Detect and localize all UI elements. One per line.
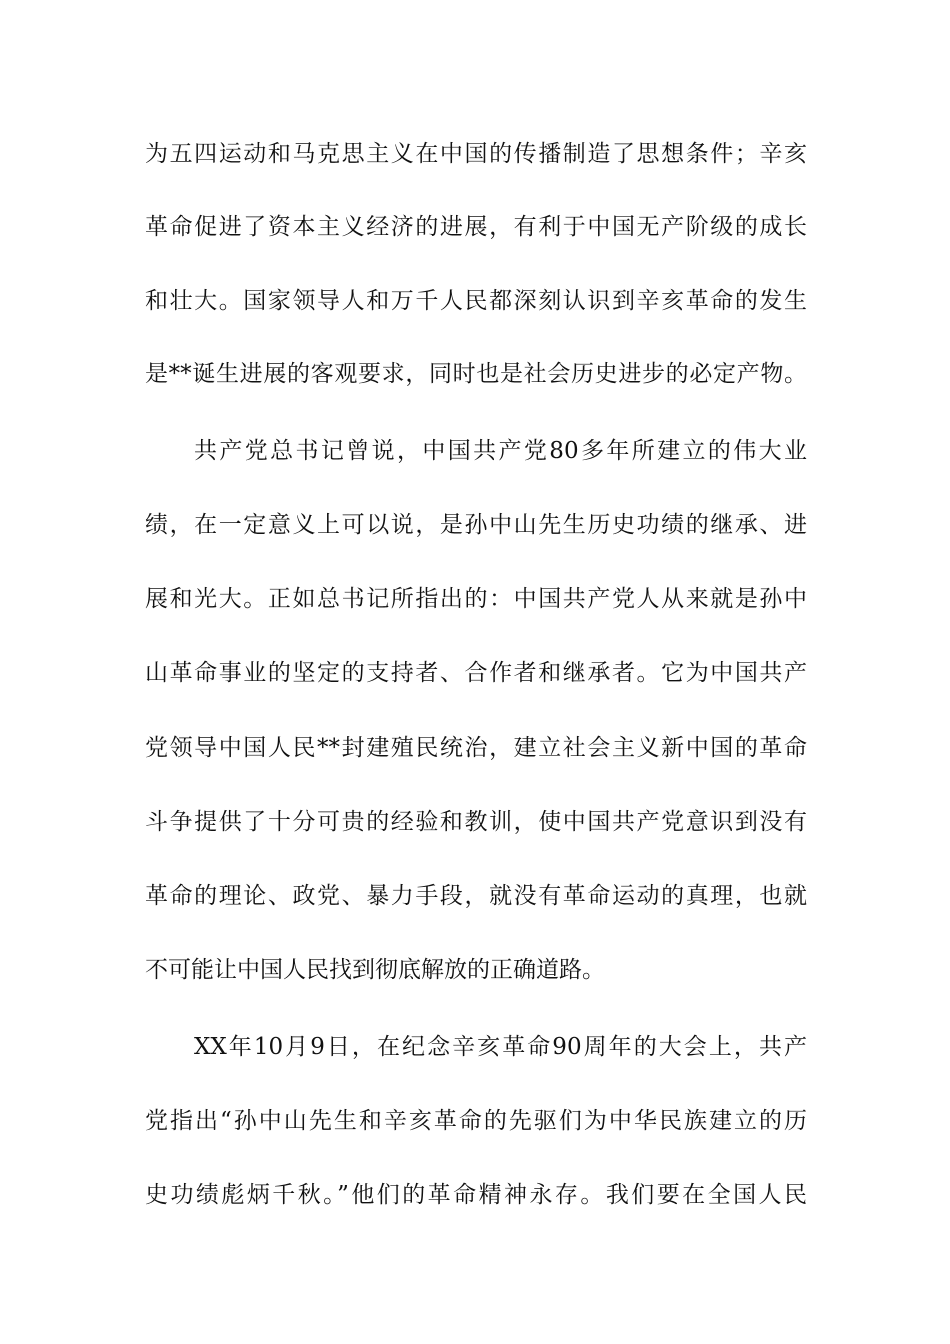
text-line-15: 史功绩彪炳千秋。”他们的革命精神永存。我们要在全国人民 <box>145 1182 807 1208</box>
text-line-13: XX年10月9日，在纪念辛亥革命90周年的大会上，共产 <box>194 1034 807 1060</box>
text-line-10: 斗争提供了十分可贵的经验和教训，使中国共产党意识到没有 <box>145 809 807 835</box>
text-line-7: 展和光大。正如总书记所指出的：中国共产党人从来就是孙中 <box>145 586 807 612</box>
text-line-4: 是**诞生进展的客观要求，同时也是社会历史进步的必定产物。 <box>145 361 807 387</box>
text-line-5: 共产党总书记曾说，中国共产党80多年所建立的伟大业 <box>194 438 807 464</box>
text-line-11: 革命的理论、政党、暴力手段，就没有革命运动的真理，也就 <box>145 883 807 909</box>
text-line-1: 为五四运动和马克思主义在中国的传播制造了思想条件；辛亥 <box>145 141 807 167</box>
text-line-3: 和壮大。国家领导人和万千人民都深刻认识到辛亥革命的发生 <box>145 288 807 314</box>
text-line-14: 党指出“孙中山先生和辛亥革命的先驱们为中华民族建立的历 <box>145 1108 807 1134</box>
text-line-12: 不可能让中国人民找到彻底解放的正确道路。 <box>145 957 605 983</box>
text-line-6: 绩，在一定意义上可以说，是孙中山先生历史功绩的继承、进 <box>145 512 807 538</box>
text-line-2: 革命促进了资本主义经济的进展，有利于中国无产阶级的成长 <box>145 214 807 240</box>
text-line-8: 山革命事业的坚定的支持者、合作者和继承者。它为中国共产 <box>145 660 807 686</box>
text-line-9: 党领导中国人民**封建殖民统治，建立社会主义新中国的革命 <box>145 735 807 761</box>
